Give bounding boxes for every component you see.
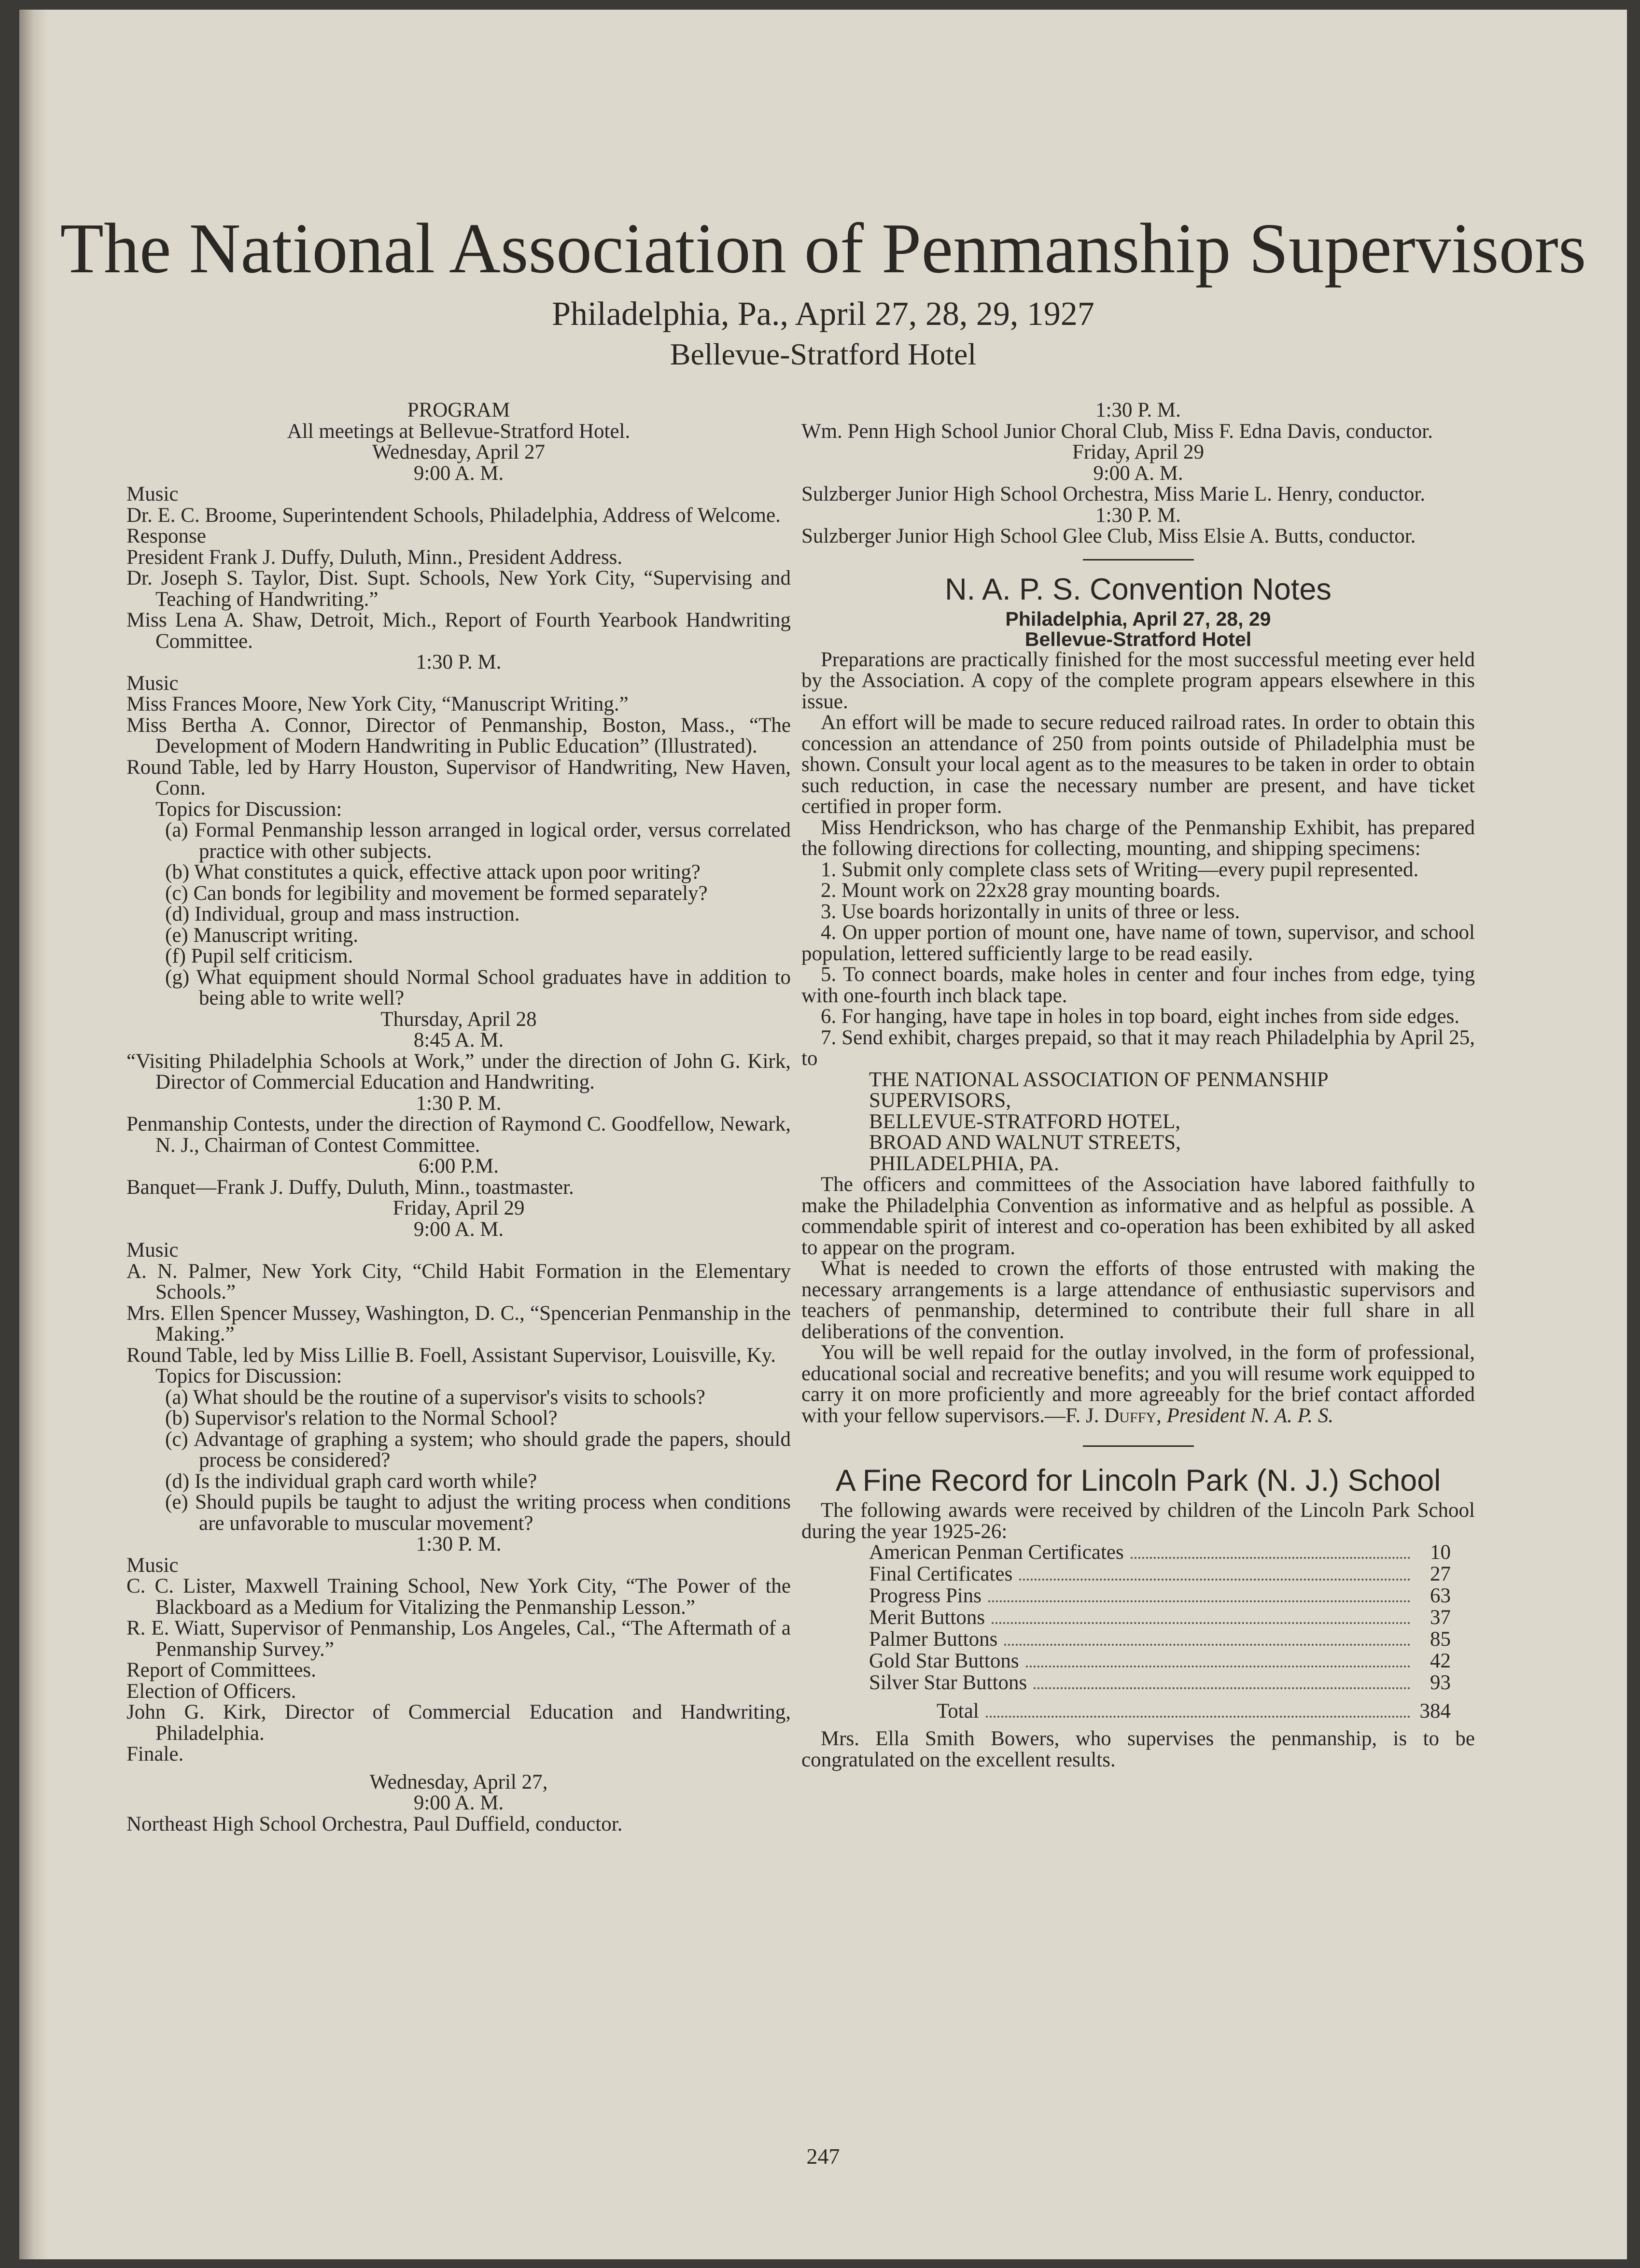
program-item: Penmanship Contests, under the direction of Raymond C. Goodfellow, Newark, N. J., Chairman of Contest Committee. bbox=[126, 1113, 791, 1157]
program-item: Music bbox=[126, 483, 179, 505]
program-item: C. C. Lister, Maxwell Training School, New York City, “The Power of the Blackboard as a Medium for Vitalizing the Penmanship Lesson.” bbox=[126, 1575, 791, 1619]
award-name: Final Certificates bbox=[869, 1563, 1013, 1585]
award-row bbox=[801, 1607, 1475, 1629]
exhibit-step: 6. For hanging, have tape in holes in top board, eight inches from side edges. bbox=[821, 1005, 1460, 1028]
notes-closing bbox=[801, 1342, 1475, 1426]
music-item: Northeast High School Orchestra, Paul Duffield, conductor. bbox=[126, 1812, 623, 1835]
exhibit-step: 1. Submit only complete class sets of Writing—every pupil represented. bbox=[821, 858, 1419, 881]
session-time: 9:00 A. M. bbox=[413, 1792, 504, 1814]
topic-item: (f) Pupil self criticism. bbox=[165, 945, 353, 967]
award-name: American Penman Certificates bbox=[869, 1541, 1124, 1564]
section-divider bbox=[1083, 559, 1194, 560]
signature-name: Duffy, bbox=[1104, 1404, 1162, 1427]
program-item: R. E. Wiatt, Supervisor of Penmanship, Los Angeles, Cal., “The Aftermath of a Penmanship Survey.” bbox=[126, 1617, 791, 1661]
program-item: Dr. E. C. Broome, Superintendent Schools, Philadelphia, Address of Welcome. bbox=[126, 504, 781, 527]
shipping-address-line: BROAD AND WALNUT STREETS, bbox=[869, 1131, 1181, 1154]
masthead bbox=[19, 208, 1627, 374]
topics-label: Topics for Discussion: bbox=[155, 1365, 342, 1387]
award-row bbox=[801, 1672, 1475, 1694]
program-item: Response bbox=[126, 525, 206, 547]
program-item: Miss Frances Moore, New York City, “Manuscript Writing.” bbox=[126, 693, 629, 715]
notes-subtitle-venue: Bellevue-Stratford Hotel bbox=[1024, 628, 1252, 650]
session-time: 9:00 A. M. bbox=[413, 1218, 504, 1241]
award-name: Progress Pins bbox=[869, 1584, 981, 1607]
session-time: 9:00 A. M. bbox=[413, 462, 504, 485]
award-name: Gold Star Buttons bbox=[869, 1650, 1019, 1672]
program-item: “Visiting Philadelphia Schools at Work,” under the direction of John G. Kirk, Director of Commercial Education and Handwriting. bbox=[126, 1050, 791, 1093]
award-count: 42 bbox=[1430, 1650, 1451, 1672]
program-item: Round Table, led by Miss Lillie B. Foell, Assistant Supervisor, Louisville, Ky. bbox=[126, 1344, 776, 1367]
leader-dots bbox=[992, 1622, 1410, 1624]
awards-total-label: Total bbox=[937, 1700, 979, 1722]
session-time: 1:30 P. M. bbox=[416, 1533, 502, 1555]
magazine-page bbox=[19, 10, 1627, 2259]
session-time: 6:00 P.M. bbox=[418, 1155, 499, 1177]
day-heading: Friday, April 29 bbox=[392, 1197, 525, 1219]
session-time: 1:30 P. M. bbox=[1095, 504, 1181, 527]
program-item: A. N. Palmer, New York City, “Child Habit Formation in the Elementary Schools.” bbox=[126, 1260, 791, 1303]
leader-dots bbox=[1026, 1666, 1410, 1667]
session-time: 1:30 P. M. bbox=[416, 651, 502, 673]
exhibit-step: 2. Mount work on 22x28 gray mounting boards. bbox=[821, 879, 1220, 902]
session-time: 1:30 P. M. bbox=[1095, 399, 1181, 421]
exhibit-step: 5. To connect boards, make holes in center and four inches from edge, tying with one-fourth inch black tape. bbox=[801, 963, 1475, 1007]
award-count: 27 bbox=[1430, 1563, 1451, 1585]
exhibit-step: 3. Use boards horizontally in units of three or less. bbox=[821, 900, 1240, 923]
music-day-heading: Wednesday, April 27, bbox=[369, 1770, 548, 1793]
topic-item: (e) Should pupils be taught to adjust the writing process when conditions are unfavorable to muscular movement? bbox=[165, 1491, 791, 1535]
topic-item: (d) Is the individual graph card worth while? bbox=[165, 1470, 537, 1493]
shipping-address-line: THE NATIONAL ASSOCIATION OF PENMANSHIP SUPERVISORS, bbox=[869, 1068, 1328, 1112]
award-row bbox=[801, 1564, 1475, 1585]
notes-paragraph: The officers and committees of the Association have labored faithfully to make the Philadelphia Convention as informative and as helpful as possible. A commendable spirit of interest and co-operation has been exhibited by all asked to appear on the program. bbox=[801, 1173, 1475, 1259]
right-column bbox=[801, 400, 1475, 1770]
music-item: Sulzberger Junior High School Glee Club, Miss Elsie A. Butts, conductor. bbox=[801, 525, 1416, 547]
article-title: The National Association of Penmanship Supervisors bbox=[60, 209, 1586, 288]
awards-table bbox=[801, 1542, 1475, 1694]
leader-dots bbox=[1034, 1687, 1410, 1689]
program-item: Miss Lena A. Shaw, Detroit, Mich., Report of Fourth Yearbook Handwriting Committee. bbox=[126, 609, 791, 653]
notes-title: N. A. P. S. Convention Notes bbox=[945, 572, 1332, 606]
topic-item: (e) Manuscript writing. bbox=[165, 924, 359, 947]
article-dates: Philadelphia, Pa., April 27, 28, 29, 1927 bbox=[552, 295, 1094, 333]
program-item: Music bbox=[126, 672, 179, 695]
lincoln-title: A Fine Record for Lincoln Park (N. J.) School bbox=[835, 1464, 1441, 1498]
award-count: 63 bbox=[1430, 1584, 1451, 1607]
lincoln-closing: Mrs. Ella Smith Bowers, who supervises the penmanship, is to be congratulated on the excellent results. bbox=[801, 1727, 1475, 1771]
award-count: 85 bbox=[1430, 1628, 1451, 1651]
topic-item: (b) Supervisor's relation to the Normal School? bbox=[165, 1407, 558, 1429]
section-divider bbox=[1083, 1445, 1194, 1447]
topic-item: (g) What equipment should Normal School graduates have in addition to being able to write well? bbox=[165, 966, 791, 1009]
day-heading: Wednesday, April 27 bbox=[372, 441, 545, 463]
topic-item: (d) Individual, group and mass instruction. bbox=[165, 903, 520, 925]
program-item: Report of Committees. bbox=[126, 1659, 316, 1681]
program-item: Mrs. Ellen Spencer Mussey, Washington, D. C., “Spencerian Penmanship in the Making.” bbox=[126, 1302, 791, 1345]
notes-paragraph: An effort will be made to secure reduced railroad rates. In order to obtain this concession an attendance of 250 from points outside of Philadelphia must be shown. Consult your local agent as to the measures to be taken in order to obtain such reduction, in case the necessary number are present, and have ticket certified in proper form. bbox=[801, 711, 1475, 818]
award-row bbox=[801, 1542, 1475, 1564]
program-item: Music bbox=[126, 1239, 179, 1261]
leader-dots bbox=[1131, 1557, 1410, 1559]
program-item: Banquet—Frank J. Duffy, Duluth, Minn., toastmaster. bbox=[126, 1176, 574, 1199]
day-heading: Thursday, April 28 bbox=[380, 1008, 537, 1031]
exhibit-step: 4. On upper portion of mount one, have name of town, supervisor, and school population, lettered sufficiently large to be read easily. bbox=[801, 921, 1475, 965]
topic-item: (b) What constitutes a quick, effective attack upon poor writing? bbox=[165, 861, 701, 883]
award-count: 93 bbox=[1430, 1671, 1451, 1694]
topic-item: (a) Formal Penmanship lesson arranged in logical order, versus correlated practice with other subjects. bbox=[165, 819, 791, 863]
program-intro: All meetings at Bellevue-Stratford Hotel. bbox=[287, 420, 631, 443]
notes-subtitle-dates: Philadelphia, April 27, 28, 29 bbox=[1005, 607, 1271, 630]
article-venue: Bellevue-Stratford Hotel bbox=[670, 337, 977, 371]
music-item: Wm. Penn High School Junior Choral Club, Miss F. Edna Davis, conductor. bbox=[801, 420, 1433, 443]
signature-title: President N. A. P. S. bbox=[1166, 1404, 1334, 1427]
notes-paragraph: What is needed to crown the efforts of those entrusted with making the necessary arrangements is a large attendance of enthusiastic supervisors and teachers of penmanship, determined to contribute their full share in all deliberations of the convention. bbox=[801, 1257, 1475, 1343]
shipping-address-line: PHILADELPHIA, PA. bbox=[869, 1152, 1059, 1175]
topic-item: (a) What should be the routine of a supervisor's visits to schools? bbox=[165, 1386, 705, 1409]
award-row bbox=[801, 1585, 1475, 1607]
leader-dots bbox=[1019, 1579, 1410, 1581]
topic-item: (c) Advantage of graphing a system; who should grade the papers, should process be considered? bbox=[165, 1428, 791, 1471]
shipping-address-line: BELLEVUE-STRATFORD HOTEL, bbox=[869, 1110, 1180, 1133]
program-heading: PROGRAM bbox=[407, 399, 510, 421]
leader-dots bbox=[1004, 1644, 1410, 1646]
session-time: 1:30 P. M. bbox=[416, 1092, 502, 1115]
topics-label: Topics for Discussion: bbox=[155, 798, 342, 821]
session-time: 9:00 A. M. bbox=[1093, 462, 1183, 485]
award-name: Palmer Buttons bbox=[869, 1628, 998, 1651]
program-item: Round Table, led by Harry Houston, Supervisor of Handwriting, New Haven, Conn. bbox=[126, 756, 791, 799]
award-row bbox=[801, 1651, 1475, 1672]
notes-paragraph: Preparations are practically finished for the most successful meeting ever held by the Association. A copy of the complete program appears elsewhere in this issue. bbox=[801, 648, 1475, 713]
program-item: Music bbox=[126, 1554, 179, 1577]
awards-total-row bbox=[801, 1701, 1475, 1722]
topic-item: (c) Can bonds for legibility and movement be formed separately? bbox=[165, 882, 708, 905]
program-item: Miss Bertha A. Connor, Director of Penmanship, Boston, Mass., “The Development of Modern Handwriting in Public Education” (Illustrated). bbox=[126, 714, 791, 757]
session-time: 8:45 A. M. bbox=[413, 1029, 504, 1051]
music-item: Sulzberger Junior High School Orchestra, Miss Marie L. Henry, conductor. bbox=[801, 483, 1426, 505]
leader-dots bbox=[986, 1716, 1410, 1718]
award-count: 37 bbox=[1430, 1606, 1451, 1629]
lincoln-intro: The following awards were received by children of the Lincoln Park School during the year 1925-26: bbox=[801, 1499, 1475, 1543]
program-item: John G. Kirk, Director of Commercial Education and Handwriting, Philadelphia. bbox=[126, 1701, 791, 1745]
awards-total-value: 384 bbox=[1419, 1700, 1451, 1722]
program-item: Election of Officers. bbox=[126, 1680, 296, 1703]
program-item: Finale. bbox=[126, 1743, 184, 1765]
award-name: Merit Buttons bbox=[869, 1606, 985, 1629]
notes-paragraph: Miss Hendrickson, who has charge of the Penmanship Exhibit, has prepared the following directions for collecting, mounting, and shipping specimens: bbox=[801, 816, 1475, 860]
leader-dots bbox=[988, 1600, 1410, 1602]
award-name: Silver Star Buttons bbox=[869, 1671, 1027, 1694]
page-number: 247 bbox=[806, 2144, 840, 2169]
music-day-heading: Friday, April 29 bbox=[1072, 441, 1205, 463]
left-column bbox=[126, 400, 791, 1834]
program-item: President Frank J. Duffy, Duluth, Minn., President Address. bbox=[126, 546, 623, 569]
exhibit-step: 7. Send exhibit, charges prepaid, so that it may reach Philadelphia by April 25, to bbox=[801, 1026, 1475, 1070]
award-count: 10 bbox=[1430, 1541, 1451, 1564]
award-row bbox=[801, 1629, 1475, 1651]
program-item: Dr. Joseph S. Taylor, Dist. Supt. Schools, New York City, “Supervising and Teaching of Handwriting.” bbox=[126, 567, 791, 611]
notes-closing-text: You will be well repaid for the outlay involved, in the form of professional, educational social and recreative benefits; and you will resume work equipped to carry it on more proficiently and more agreeably for the brief contact afforded with your fellow supervisors.—F. J. bbox=[801, 1341, 1475, 1427]
